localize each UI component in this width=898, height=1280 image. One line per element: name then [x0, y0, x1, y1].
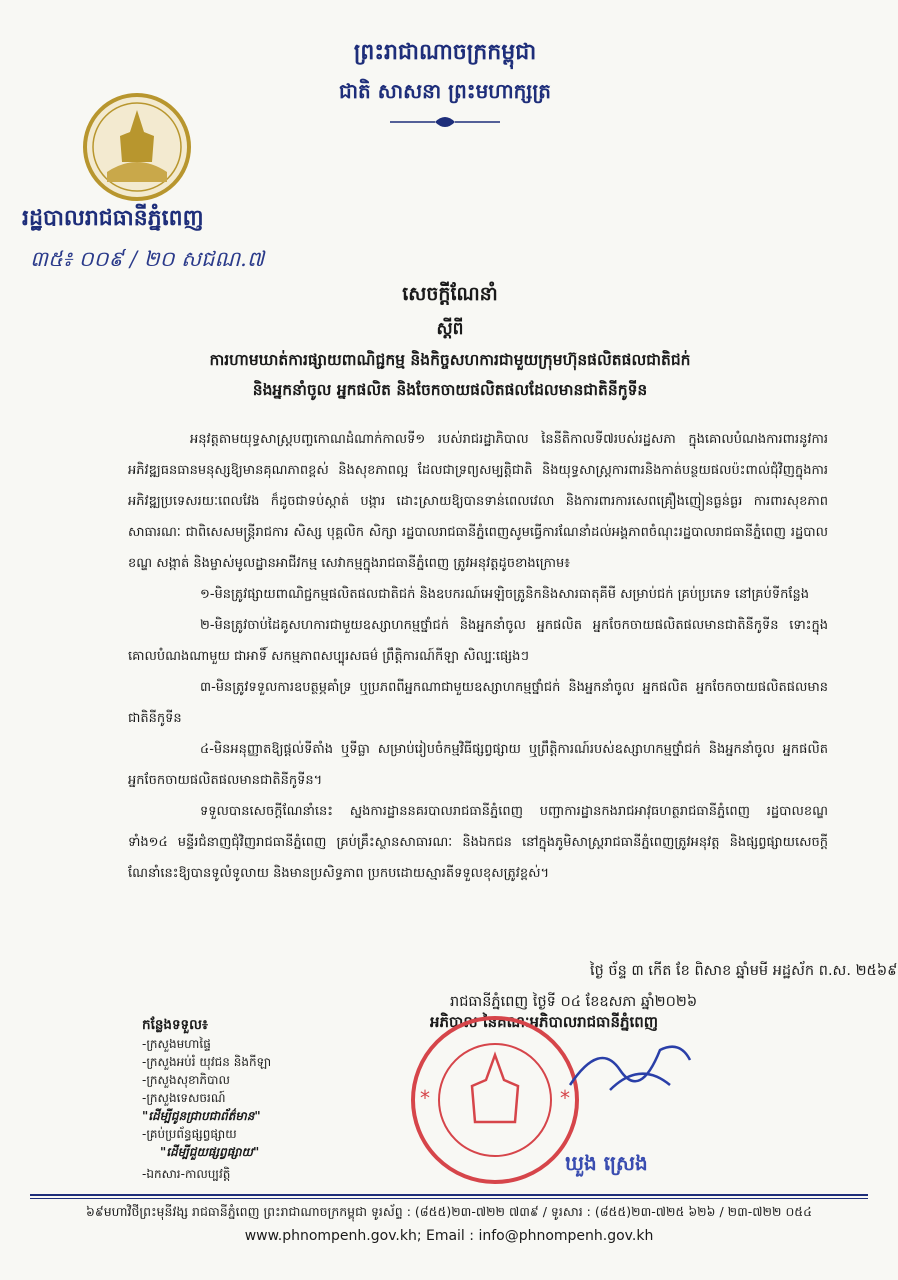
intro-paragraph: អនុវត្តតាមយុទ្ធសាស្ត្របញ្ចកោណដំណាក់កាលទី១ របស់រាជរដ្ឋាភិបាល នៃនីតិកាលទី៧របស់រដ្ឋសភា ក្នុងគោលបំណងការពារនូវការអភិវឌ្ឍធនធានមនុស្សឱ្យមានគុណភាពខ្ពស់ និងសុខភាពល្អ ដែលជាទ្រព្យសម្បត្តិជាតិ និងយុទ្ធសាស្ត្រការពារនិងកាត់បន្ថយផលប៉ះពាល់ជុំវិញក្នុងការអភិវឌ្ឍប្រទេសរយៈពេលវែង ក៏ដូចជាទប់ស្កាត់ បង្ការ ដោះស្រាយឱ្យបានទាន់ពេលវេលា និងការពារការសេពគ្រឿងញៀនធ្ងន់ធ្ងរ ការពារសុខភាពសាធារណៈ ជាពិសេសមន្ត្រីរាជការ សិស្ស បុគ្គលិក សិក្សា រដ្ឋបាលរាជធានីភ្នំពេញសូមធ្វើការណែនាំដល់អង្គភាពចំណុះរដ្ឋបាលរាជធានីភ្នំពេញ រដ្ឋបាលខណ្ឌ សង្កាត់ និងម្ចាស់មូលដ្ឋានអាជីវកម្ម សេវាកម្មក្នុងរាជធានីភ្នំពេញ ត្រូវអនុវត្តដូចខាងក្រោម៖ [128, 432, 828, 571]
footer-divider [30, 1194, 868, 1196]
subject-line: និងអ្នកនាំចូល អ្នកផលិត និងចែកចាយផលិតផលដែលមានជាតិនីកូទីន [252, 381, 648, 399]
directive-item: ២-មិនត្រូវចាប់ដៃគូសហការជាមួយឧស្សាហកម្មថ្នាំជក់ និងអ្នកនាំចូល អ្នកផលិត អ្នកចែកចាយផលិតផលមានជាតិនីកូទីន ទោះក្នុងគោលបំណងណាមួយ ជាអាទិ៍ សកម្មភាពសប្បុរសធម៌ ព្រឹត្តិការណ៍កីឡា សិល្បៈផ្សេងៗ [128, 618, 828, 664]
recipient-item: -ក្រសួងអប់រំ យុវជន និងកីឡា [142, 1055, 272, 1069]
recipient-item: -ក្រសួងទេសចរណ៍ [142, 1091, 226, 1105]
national-motto: ជាតិ សាសនា ព្រះមហាក្សត្រ [339, 79, 551, 103]
lunar-date: ថ្ងៃ ច័ន្ទ ៣ កើត ខែ ពិសាខ ឆ្នាំមមី អដ្ឋស័ក ព.ស. ២៥៦៩ [590, 963, 898, 979]
directive-item: ១-មិនត្រូវផ្សាយពាណិជ្ជកម្មផលិតផលជាតិជក់ និងឧបករណ៍អេឡិចត្រូនិកនិងសារធាតុគីមី សម្រាប់ជក់ គ្រប់ប្រភេទ នៅគ្រប់ទីកន្លែង [200, 587, 809, 602]
recipient-note: "ដើម្បីជួយផ្សព្វផ្សាយ" [160, 1145, 260, 1159]
kingdom-heading: ព្រះរាជាណាចក្រកម្ពុជា [353, 40, 537, 65]
footer-divider [30, 1198, 868, 1199]
recipient-item: -ក្រសួងសុខាភិបាល [142, 1073, 230, 1087]
signer-title: អភិបាល នៃគណៈអភិបាលរាជធានីភ្នំពេញ [430, 1013, 659, 1031]
recipient-item: -គ្រប់ប្រព័ន្ធផ្សព្វផ្សាយ [142, 1127, 237, 1141]
authority-name: រដ្ឋបាលរាជធានីភ្នំពេញ [22, 206, 204, 231]
handwritten-signature [560, 1030, 700, 1100]
reference-number: ៣៥៖ ០០៩ / ២០ សជណ.៧ [30, 247, 265, 271]
svg-text:*: * [420, 1086, 430, 1110]
directive-item: ៤-មិនអនុញ្ញាតឱ្យផ្តល់ទីតាំង ឬទីធ្លា សម្រាប់រៀបចំកម្មវិធីផ្សព្វផ្សាយ ឬព្រឹត្តិការណ៍របស់ឧស្សាហកម្មថ្នាំជក់ និងអ្នកនាំចូល អ្នកផលិត អ្នកចែកចាយផលិតផលមានជាតិនីកូទីន។ [128, 742, 828, 788]
city-emblem-icon [82, 92, 192, 202]
document-type: សេចក្តីណែនាំ [402, 283, 498, 305]
body-text [128, 424, 828, 889]
recipient-item: -ឯកសារ-កាលប្បវត្តិ [142, 1167, 231, 1181]
solar-date: រាជធានីភ្នំពេញ ថ្ងៃទី ០៤ ខែឧសភា ឆ្នាំ២០២៦ [450, 994, 698, 1010]
closing-paragraph: ទទួលបានសេចក្តីណែនាំនេះ ស្នងការដ្ឋាននគរបាលរាជធានីភ្នំពេញ បញ្ជាការដ្ឋានកងរាជអាវុធហត្ថរាជធានីភ្នំពេញ រដ្ឋបាលខណ្ឌទាំង១៤ មន្ទីរជំនាញជុំវិញរាជធានីភ្នំពេញ គ្រប់គ្រឹះស្ថានសាធារណៈ និងឯកជន នៅក្នុងភូមិសាស្ត្ររាជធានីភ្នំពេញត្រូវអនុវត្ត និងផ្សព្វផ្សាយសេចក្តីណែនាំនេះឱ្យបានទូលំទូលាយ និងមានប្រសិទ្ធភាព ប្រកបដោយស្មារតីទទួលខុសត្រូវខ្ពស់។ [128, 804, 828, 881]
ornament-divider [385, 112, 505, 132]
recipient-item: -ក្រសួងមហាផ្ទៃ [142, 1037, 211, 1051]
footer-web-email: www.phnompenh.gov.kh; Email : info@phnompenh.gov.kh [244, 1228, 654, 1244]
recipient-note: "ដើម្បីជូនជ្រាបជាព័ត៌មាន" [142, 1109, 261, 1123]
footer-address: ៦៩មហាវិថីព្រះមុនីវង្ស រាជធានីភ្នំពេញ ព្រះរាជាណាចក្រកម្ពុជា ទូរស័ព្ទ : (៨៥៥)២៣-៧២២ ៧៣៩ / ទូរសារ : (៨៥៥)២៣-៧២៥ ៦២៦ / ២៣-៧២២ ០៥៤ [86, 1204, 812, 1219]
subject-line: ការហាមឃាត់ការផ្សាយពាណិជ្ជកម្ម និងកិច្ចសហការជាមួយក្រុមហ៊ុនផលិតផលជាតិជក់ [209, 351, 691, 369]
svg-text:*: * [560, 1086, 570, 1110]
signer-name: ឃួង ស្រេង [565, 1151, 648, 1175]
directive-item: ៣-មិនត្រូវទទួលការឧបត្ថម្ភគាំទ្រ ឬប្រភពពីអ្នកណាជាមួយឧស្សាហកម្មថ្នាំជក់ និងអ្នកនាំចូល អ្នកផលិត អ្នកចែកចាយផលិតផលមានជាតិនីកូទីន [128, 680, 828, 726]
about-label: ស្តីពី [436, 319, 464, 339]
recipients-heading: កន្លែងទទួល៖ [142, 1017, 208, 1033]
